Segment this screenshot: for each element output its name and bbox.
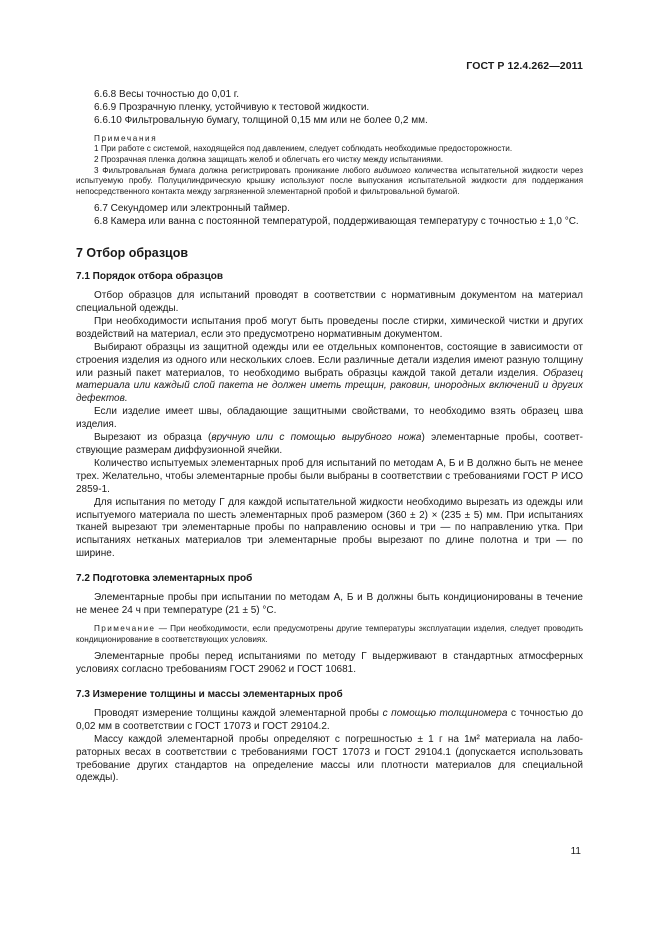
- s71-paragraph-3: [76, 342, 583, 407]
- note-1: 1 При работе с системой, находящейся под давлением, следует соблюдать необходимые предосторожности.: [94, 144, 513, 154]
- s71-paragraph-5: [76, 432, 583, 458]
- s71-paragraph-7: Для испытания по методу Г для каждой испытательной жидкости необходимо вырезать из одежды или испытуемого материала по шесть элементарных проб размером (360 ± 2) × (235 ± 5) мм. При испытаниях тканей вырезают три элементарные пробы по направлению основы и три — по направлению утка. При испытаниях нетканых материалов три элементарные пробы вырезают по длине полотна и три — по ширине.: [76, 496, 583, 560]
- note-2: 2 Прозрачная пленка должна защищать желоб и облегчать его чистку между испытаниями.: [94, 154, 444, 164]
- item-6-7: 6.7 Секундомер или электронный таймер.: [94, 203, 290, 215]
- s71-p3-italic: Образец материала или каждый слой пакета не должен иметь трещин, раковин, инородных включений и других дефектов.: [76, 367, 583, 405]
- s72-paragraph-1: Элементарные пробы при испытании по методам А, Б и В должны быть кондиционированы в течение не менее 24 ч при температуре (21 ± 5) °С.: [76, 592, 583, 617]
- note-3-italic: видимого: [374, 165, 411, 175]
- s71-p5-italic: вручную или с помощью вырубного ножа: [211, 432, 422, 444]
- item-6-6-8: 6.6.8 Весы точностью до 0,01 г.: [94, 89, 240, 100]
- s73-paragraph-2: Массу каждой элементарной пробы определяют с погрешностью ± 1 г на 1м² материала на лабораторных весах в соответствии с требованиями ГОСТ 17073 и ГОСТ 29104.1 (допускается использовать требование других стандартов на определение массы или плотности материалов для специальной одежды).: [76, 733, 583, 784]
- section-7-3-title: 7.3 Измерение толщины и массы элементарных проб: [76, 688, 343, 700]
- section-7-2-title: 7.2 Подготовка элементарных проб: [76, 573, 253, 585]
- s71-paragraph-6: Количество испытуемых элементарных проб для испытаний по методам А, Б и В должно быть не менее трех. Желательно, чтобы элементарные пробы были выбраны в соответствии с требованиями ГОСТ Р ИСО 2859-1.: [76, 457, 583, 495]
- s71-p5-text-b: ) элементарные пробы, соответствующие размерам диффузионной ячейки.: [76, 432, 583, 456]
- s71-paragraph-4: Если изделие имеет швы, обладающие защитными свойствами, то необходимо взять образец шва изделия.: [76, 406, 583, 431]
- note-3: [76, 166, 583, 198]
- s71-paragraph-1: Отбор образцов для испытаний проводят в соответствии с нормативным документом на материал специальной одежды.: [76, 290, 583, 314]
- note-3-text-b: количества испытательной жидкости через испытуемую пробу. Полуцилиндрическую крышку используют после выпускания испытательной жидкости для поддержания непосредственного контакта между загрязненной элементарной пробой и фильтровальной бумагой.: [76, 165, 583, 196]
- item-6-6-10: 6.6.10 Фильтровальную бумагу, толщиной 0,15 мм или не более 0,2 мм.: [94, 114, 428, 126]
- page-number: 11: [570, 846, 581, 857]
- s72-paragraph-2: Элементарные пробы перед испытаниями по методу Г выдерживают в стандартных атмосферных условиях согласно требованиям ГОСТ 29062 и ГОСТ 10681.: [76, 651, 583, 676]
- s73-p1-text-b: с точностью до 0,02 мм в соответствии с ГОСТ 17073 и ГОСТ 29104.2.: [76, 707, 584, 732]
- page-content: [76, 89, 583, 785]
- notes-heading: Примечания: [94, 133, 158, 143]
- item-6-6-9: 6.6.9 Прозрачную пленку, устойчивую к тестовой жидкости.: [94, 101, 370, 113]
- s73-paragraph-1: [76, 708, 583, 734]
- note-3-text-a: 3 Фильтровальная бумага должна регистрировать проникание любого: [94, 165, 375, 175]
- document-code-header: ГОСТ Р 12.4.262—2011: [466, 60, 583, 72]
- s73-p1-italic: с помощью толщиномера: [382, 707, 508, 719]
- s71-paragraph-2: При необходимости испытания проб могут быть проведены после стирки, химической чистки и других воздействий на материал, если это предусмотрено нормативным документом.: [76, 315, 583, 340]
- item-6-8: 6.8 Камера или ванна с постоянной температурой, поддерживающая температуру с точностью ± 1,0 °С.: [94, 216, 579, 228]
- s72-note-text: — При необходимости, если предусмотрены другие температуры эксплуатации изделия, следует проводить кондиционирование в соответствующих условиях.: [76, 623, 583, 644]
- section-7-title: 7 Отбор образцов: [76, 246, 189, 261]
- s73-p1-text-a: Проводят измерение толщины каждой элементарной пробы: [94, 707, 383, 719]
- s71-p3-text: Выбирают образцы из защитной одежды или ее отдельных компонентов, состоящие в зависимости от строения изделия из одного или нескольких слоев. Если различные детали изделия имеют разную толщину или разный пакет материалов, то необходимо выбрать образцы каждой такой детали изделия.: [76, 341, 583, 379]
- s72-note-label: Примечание: [94, 623, 156, 633]
- section-7-1-title: 7.1 Порядок отбора образцов: [76, 271, 223, 283]
- s72-note: [76, 624, 583, 645]
- s71-p5-text-a: Вырезают из образца (: [94, 432, 212, 444]
